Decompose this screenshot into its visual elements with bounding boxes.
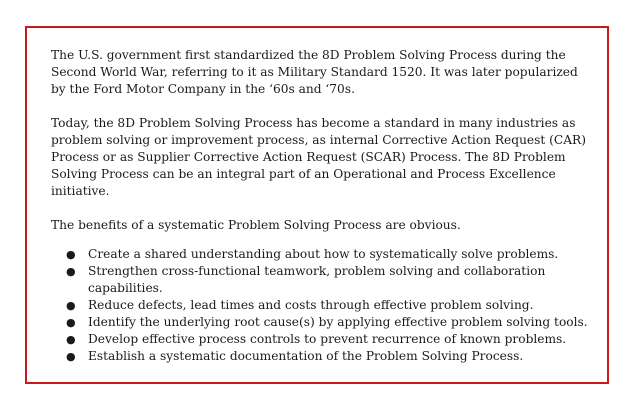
bullet-icon: ● bbox=[66, 350, 76, 363]
list-item-text: Create a shared understanding about how to systematically solve problems. bbox=[88, 247, 559, 261]
benefits-list bbox=[51, 246, 591, 365]
paragraph-history: The U.S. government first standardized the 8D Problem Solving Process during the Second World War, referring to it as Military Standard 1520. It was later popularized by the Ford Motor Company in the ‘60s and ‘70s. bbox=[51, 48, 578, 96]
list-item bbox=[51, 348, 591, 365]
list-item-text: Identify the underlying root cause(s) by applying effective problem solving tools. bbox=[88, 315, 588, 329]
bullet-icon: ● bbox=[66, 265, 76, 278]
paragraph-benefits-intro: The benefits of a systematic Problem Solving Process are obvious. bbox=[51, 218, 461, 232]
list-item bbox=[51, 331, 591, 348]
list-item-text: Strengthen cross-functional teamwork, problem solving and collaboration capabilities. bbox=[88, 264, 546, 295]
paragraph-industry-use: Today, the 8D Problem Solving Process has become a standard in many industries as problem solving or improvement process, as internal Corrective Action Request (CAR) Process or as Supplier Corrective Action Request (SCAR) Process. The 8D Problem Solving Process can be an integral part of an Operational and Process Excellence initiative. bbox=[51, 116, 586, 198]
list-item bbox=[51, 263, 591, 297]
list-item bbox=[51, 246, 591, 263]
list-item bbox=[51, 314, 591, 331]
bullet-icon: ● bbox=[66, 333, 76, 346]
bullet-icon: ● bbox=[66, 299, 76, 312]
list-item-text: Reduce defects, lead times and costs through effective problem solving. bbox=[88, 298, 534, 312]
bullet-icon: ● bbox=[66, 316, 76, 329]
list-item-text: Develop effective process controls to prevent recurrence of known problems. bbox=[88, 332, 567, 346]
bullet-icon: ● bbox=[66, 248, 76, 261]
document-body bbox=[51, 47, 591, 365]
list-item-text: Establish a systematic documentation of the Problem Solving Process. bbox=[88, 349, 524, 363]
list-item bbox=[51, 297, 591, 314]
